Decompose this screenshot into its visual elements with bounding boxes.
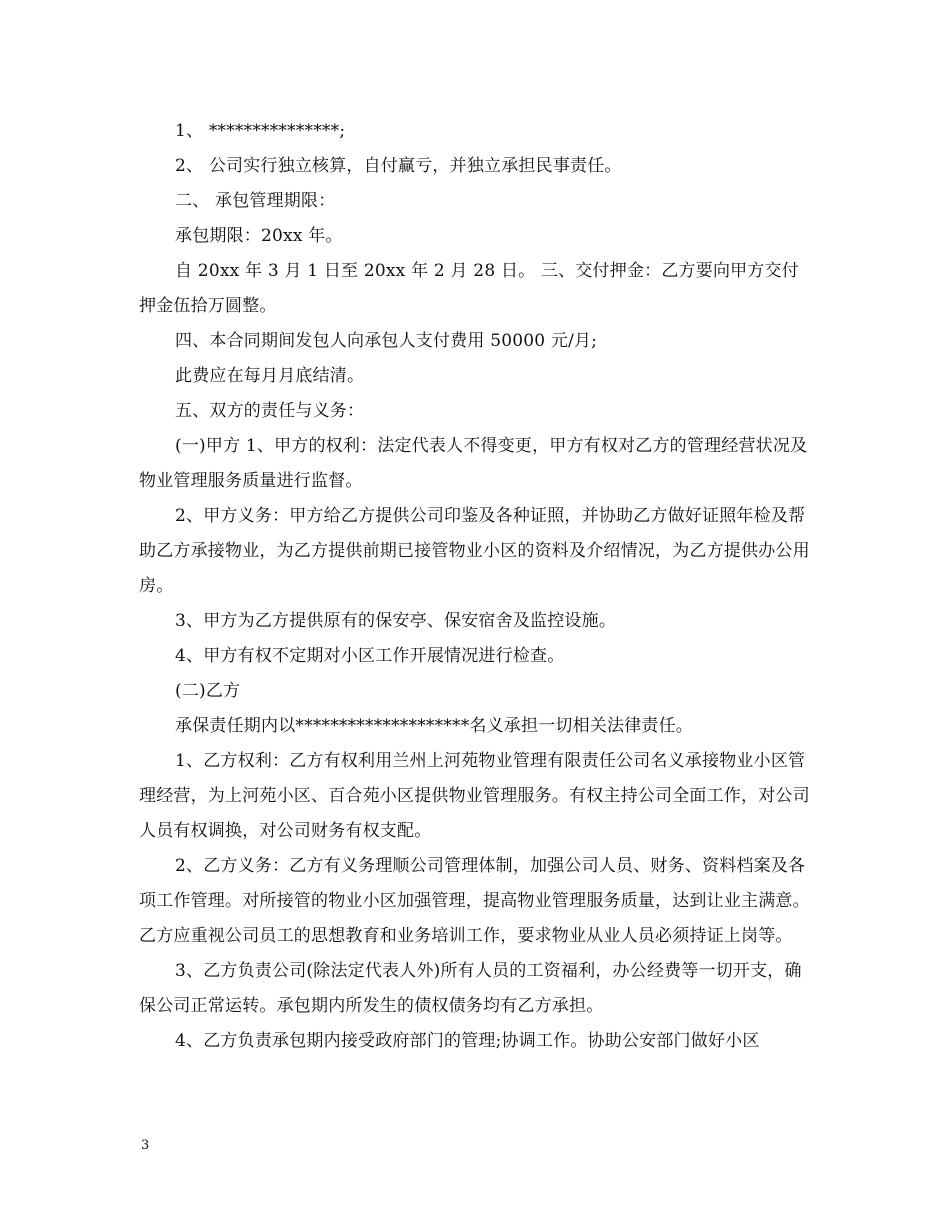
paragraph-party-a-inspection: 4、甲方有权不定期对小区工作开展情况进行检查。 xyxy=(175,646,565,666)
paragraph-party-a-rights: (一)甲方 1、甲方的权利：法定代表人不得变更，甲方有权对乙方的管理经营状况及物业管理服务质量进行监督。 xyxy=(139,436,808,491)
paragraph-party-b-expenses: 3、乙方负责公司(除法定代表人外)所有人员的工资福利，办公经费等一切开支，确保公司正常运转。承包期内所发生的债权债务均有乙方承担。 xyxy=(139,961,802,1016)
paragraph-1: 1、 ***************; xyxy=(175,121,346,141)
paragraph-payment: 四、本合同期间发包人向承包人支付费用 50000 元/月; xyxy=(175,331,598,351)
paragraph-party-b-rights: 1、乙方权利：乙方有权利用兰州上河苑物业管理有限责任公司名义承接物业小区管理经营，为上河苑小区、百合苑小区提供物业管理服务。有权主持公司全面工作，对公司人员有权调换，对公司财务有权支配。 xyxy=(139,751,810,841)
section-heading-duties: 五、双方的责任与义务： xyxy=(175,401,365,421)
paragraph-party-b-government: 4、乙方负责承包期内接受政府部门的管理;协调工作。协助公安部门做好小区 xyxy=(175,1031,760,1051)
paragraph-party-b-liability: 承保责任期内以********************名义承担一切相关法律责任。 xyxy=(175,716,693,736)
paragraph-party-a-obligations: 2、甲方义务：甲方给乙方提供公司印鉴及各种证照，并协助乙方做好证照年检及帮助乙方承接物业，为乙方提供前期已接管物业小区的资料及介绍情况，为乙方提供办公用房。 xyxy=(139,506,810,596)
paragraph-term-length: 承包期限：20xx 年。 xyxy=(175,226,343,246)
paragraph-2: 2、 公司实行独立核算，自付赢亏，并独立承担民事责任。 xyxy=(175,156,622,176)
document-body xyxy=(139,114,811,1059)
paragraph-party-a-facilities: 3、甲方为乙方提供原有的保安亭、保安宿舍及监控设施。 xyxy=(175,611,617,631)
paragraph-party-b-obligations: 2、乙方义务：乙方有义务理顺公司管理体制，加强公司人员、财务、资料档案及各项工作管理。对所接管的物业小区加强管理，提高物业管理服务质量，达到让业主满意。乙方应重视公司员工的思想教育和业务培训工作，要求物业从业人员必须持证上岗等。 xyxy=(139,856,810,946)
section-heading-party-b: (二)乙方 xyxy=(175,681,241,701)
paragraph-term-dates-deposit: 自 20xx 年 3 月 1 日至 20xx 年 2 月 28 日。 三、交付押金：乙方要向甲方交付押金伍拾万圆整。 xyxy=(139,261,799,316)
section-heading-term: 二、 承包管理期限： xyxy=(175,191,336,211)
paragraph-settlement: 此费应在每月月底结清。 xyxy=(175,366,365,386)
page-number: 3 xyxy=(141,1138,150,1153)
